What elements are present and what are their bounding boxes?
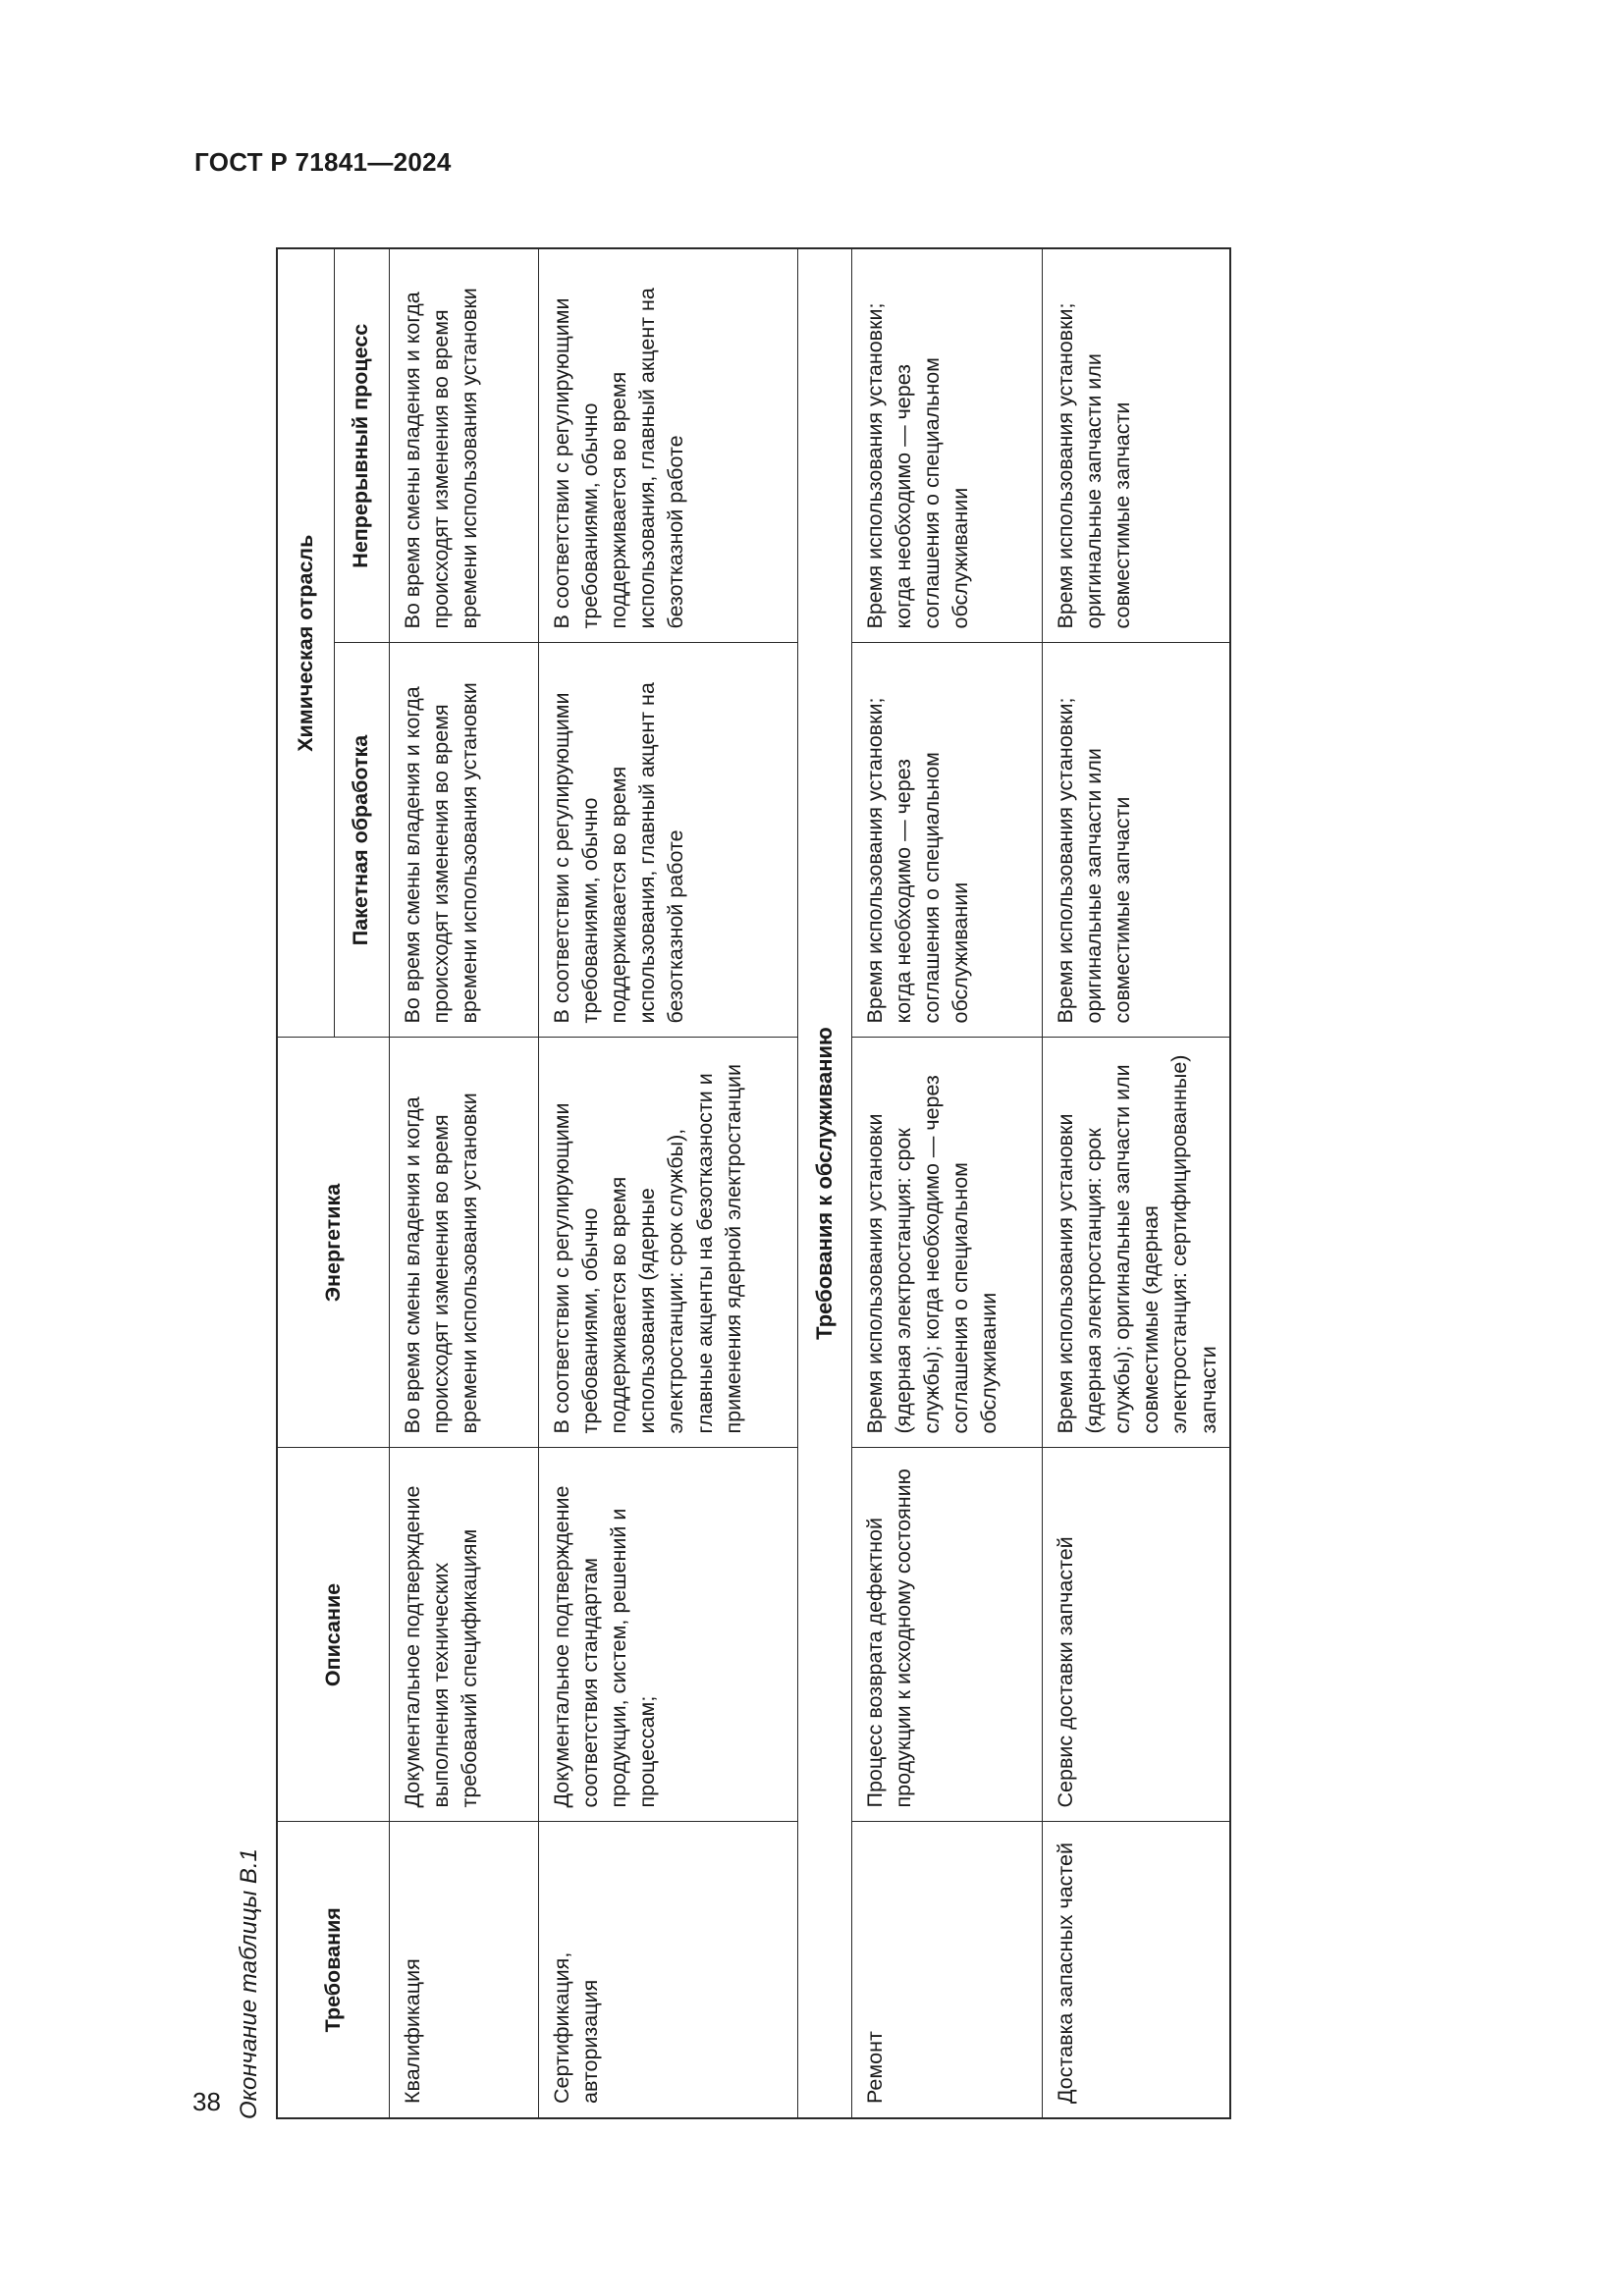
section-row — [797, 248, 851, 2118]
cell-continuous: Время использования установки; когда необходимо — через соглашения о специальном обслуживании — [851, 248, 1042, 643]
section-title: Требования к обслуживанию — [797, 248, 851, 2118]
cell-batch: Время использования установки; оригинальные запчасти или совместимые запчасти — [1042, 643, 1230, 1038]
cell-requirement: Квалификация — [389, 1822, 538, 2118]
cell-description: Процесс возврата дефектной продукции к исходному состоянию — [851, 1448, 1042, 1822]
page-number: 38 — [192, 2087, 221, 2116]
header-chemical: Химическая отрасль — [277, 248, 334, 1038]
document-header: ГОСТ Р 71841—2024 — [194, 147, 452, 177]
cell-continuous: Во время смены владения и когда происходят изменения во время времени использования установки — [389, 248, 538, 643]
cell-requirement: Ремонт — [851, 1822, 1042, 2118]
rotated-table-block — [232, 249, 1220, 2119]
header-requirements: Требования — [277, 1822, 389, 2118]
cell-continuous: В соответствии с регулирующими требованиями, обычно поддерживается во время использования, главный акцент на безотказной работе — [538, 248, 797, 643]
cell-requirement: Сертификация, авторизация — [538, 1822, 797, 2118]
header-batch: Пакетная обработка — [334, 643, 389, 1038]
cell-batch: Время использования установки; когда необходимо — через соглашения о специальном обслуживании — [851, 643, 1042, 1038]
table-row — [389, 248, 538, 2118]
cell-requirement: Доставка запасных частей — [1042, 1822, 1230, 2118]
cell-energy: Время использования установки (ядерная электростанция: срок службы); когда необходимо — через соглашения о специальном обслуживании — [851, 1038, 1042, 1448]
requirements-table — [276, 247, 1231, 2119]
table-row — [538, 248, 797, 2118]
table-row — [851, 248, 1042, 2118]
table-caption: Окончание таблицы В.1 — [235, 1847, 262, 2119]
header-description: Описание — [277, 1448, 389, 1822]
cell-description: Документальное подтверждение соответствия стандартам продукции, систем, решений и процессам; — [538, 1448, 797, 1822]
header-continuous: Непрерывный процесс — [334, 248, 389, 643]
cell-energy: Время использования установки (ядерная электростанция: срок службы); оригинальные запчасти или совместимые (ядерная электростанция: сертифицированные) запчасти — [1042, 1038, 1230, 1448]
cell-batch: Во время смены владения и когда происходят изменения во время времени использования установки — [389, 643, 538, 1038]
cell-continuous: Время использования установки; оригинальные запчасти или совместимые запчасти — [1042, 248, 1230, 643]
table-row — [1042, 248, 1230, 2118]
cell-batch: В соответствии с регулирующими требованиями, обычно поддерживается во время использования, главный акцент на безотказной работе — [538, 643, 797, 1038]
cell-description: Сервис доставки запчастей — [1042, 1448, 1230, 1822]
header-energy: Энергетика — [277, 1038, 389, 1448]
cell-energy: В соответствии с регулирующими требованиями, обычно поддерживается во время использования (ядерные электростанции: срок службы), главные акценты на безотказности и применения ядерной электростанции — [538, 1038, 797, 1448]
cell-energy: Во время смены владения и когда происходят изменения во время времени использования установки — [389, 1038, 538, 1448]
cell-description: Документальное подтверждение выполнения технических требований спецификациям — [389, 1448, 538, 1822]
